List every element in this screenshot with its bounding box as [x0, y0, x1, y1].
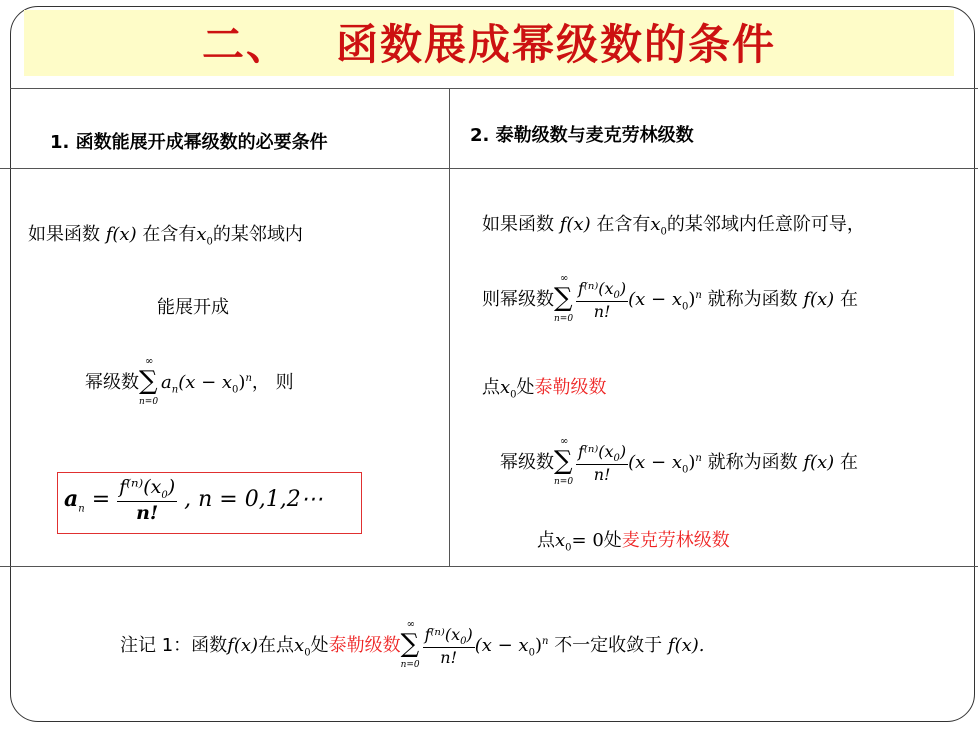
title-number: 二、	[201, 20, 290, 69]
note-taylor-term: 泰勒级数	[328, 635, 401, 656]
left-line-2: 能展开成	[157, 297, 229, 318]
right-line-1: 如果函数 f(x) 在含有$x_0$的某邻域内任意阶可导，	[482, 214, 865, 238]
table-header-line	[0, 168, 978, 169]
table-bottom-line	[0, 566, 978, 567]
slide-title	[24, 12, 954, 72]
note-line: 注记 1：函数f(x)在点$x_0$处泰勒级数 ∞ ∑ n=0 $\frac{f^{(n)}(x_0)}{n!}$ $(x - x_0)^n$ 不一定收敛于 f(x).	[120, 619, 705, 670]
right-line-2: 则幂级数 ∞ ∑ n=0 $\frac{f^{(n)}(x_0)}{n!}$ $(x - x_0)^n$ 就称为函数 f(x) 在	[482, 273, 858, 324]
coefficient-formula: $a_n$ = $\frac{f^{(n)}(x_0)}{n!}$ , n = 0,1,2⋯	[64, 476, 323, 524]
left-line-1: 如果函数 f(x) 在含有$x_0$的某邻域内	[28, 224, 303, 248]
right-line-5: 点$x_0= 0$处麦克劳林级数	[537, 530, 730, 554]
taylor-series-term: 泰勒级数	[534, 377, 607, 398]
left-line-3: 幂级数 ∞ ∑ n=0 $a_n(x - x_0)^n$， 则	[85, 356, 294, 407]
left-header: 1. 函数能展开成幂级数的必要条件	[50, 132, 328, 153]
title-text: 函数展成幂级数的条件	[336, 20, 777, 69]
table-column-divider	[449, 88, 450, 566]
table-top-line	[10, 88, 978, 89]
right-line-3: 点$x_0$处泰勒级数	[482, 377, 607, 401]
right-line-4: 幂级数 ∞ ∑ n=0 $\frac{f^{(n)}(x_0)}{n!}$ $(x - x_0)^n$ 就称为函数 f(x) 在	[500, 436, 858, 487]
right-header: 2. 泰勒级数与麦克劳林级数	[470, 125, 694, 146]
maclaurin-series-term: 麦克劳林级数	[621, 530, 730, 551]
